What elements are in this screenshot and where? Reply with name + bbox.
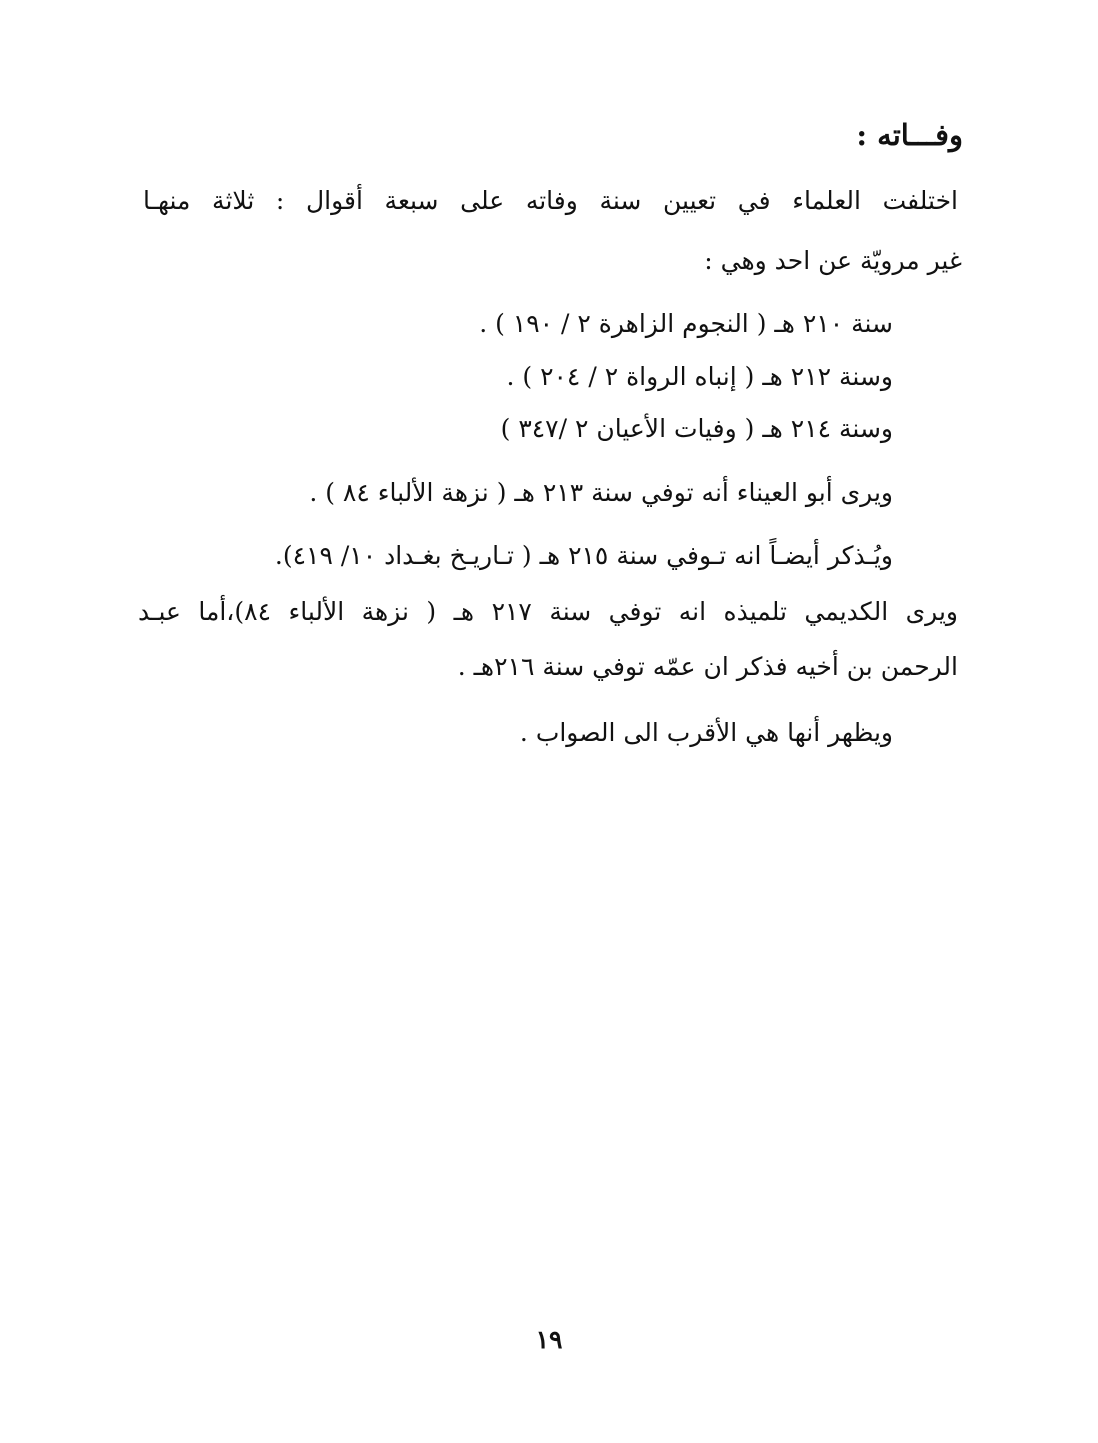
death-year-item-2: وسنة ٢١٢ هـ ( إنباه الرواة ٢ / ٢٠٤ ) .: [506, 362, 893, 391]
conclusion-paragraph: ويظهر أنها هي الأقرب الى الصواب .: [519, 718, 893, 747]
yudhkar-paragraph: ويُـذكر أيضـاً انه تـوفي سنة ٢١٥ هـ ( تـاريـخ بغـداد ١٠/ ٤١٩).: [274, 541, 893, 570]
page-number: ١٩: [535, 1325, 563, 1354]
intro-paragraph-line-1: اختلفت العلماء في تعيين سنة وفاته على سبعة أقوال : ثلاثة منهـا: [143, 186, 958, 215]
section-heading: وفـــاته :: [856, 118, 963, 152]
kudaimi-paragraph-line-2: الرحمن بن أخيه فذكر ان عمّه توفي سنة ٢١٦هـ .: [457, 652, 958, 681]
kudaimi-paragraph-line-1: ويرى الكديمي تلميذه انه توفي سنة ٢١٧ هـ ( نزهة الألباء ٨٤)،أما عبـد: [138, 597, 958, 626]
intro-paragraph-line-2: غير مرويّة عن احد وهي :: [704, 246, 962, 275]
death-year-item-3: وسنة ٢١٤ هـ ( وفيات الأعيان ٢ /٣٤٧ ): [500, 414, 893, 443]
abu-alainaa-paragraph: ويرى أبو العيناء أنه توفي سنة ٢١٣ هـ ( نزهة الألباء ٨٤ ) .: [309, 478, 893, 507]
death-year-item-1: سنة ٢١٠ هـ ( النجوم الزاهرة ٢ / ١٩٠ ) .: [479, 309, 893, 338]
